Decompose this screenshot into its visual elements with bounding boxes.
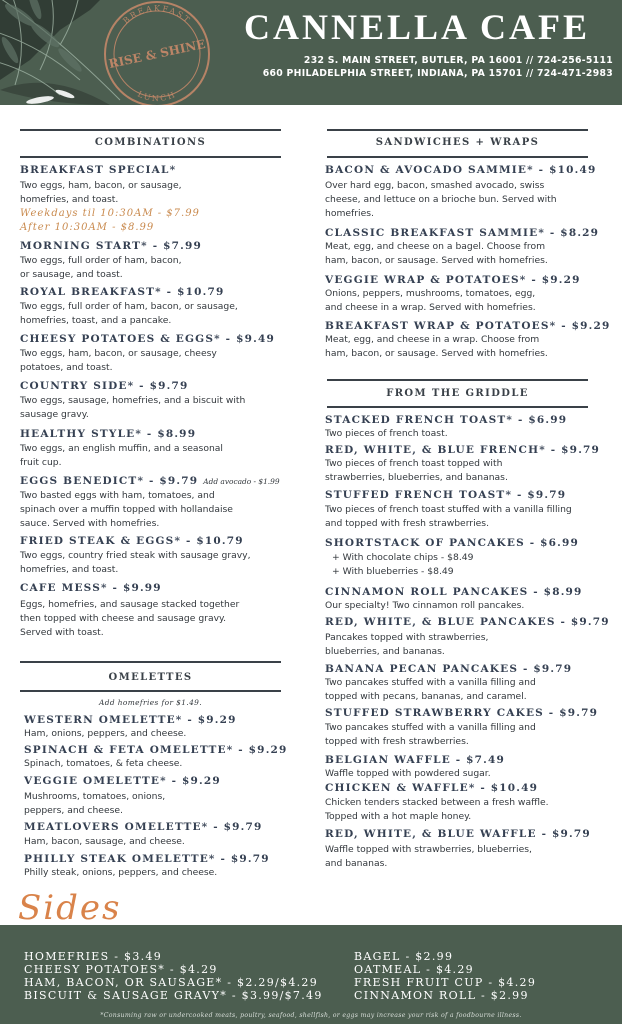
item-name: STUFFED STRAWBERRY CAKES - $9.79 bbox=[325, 707, 599, 719]
item-desc: Two eggs, sausage, homefries, and a biscuit with bbox=[20, 395, 246, 406]
item-name: ROYAL BREAKFAST* - $10.79 bbox=[20, 286, 225, 298]
item-desc: Two eggs, ham, bacon, or sausage, bbox=[20, 180, 182, 191]
item-option: + With blueberries - $8.49 bbox=[332, 566, 454, 577]
item-desc: Topped with a hot maple honey. bbox=[325, 811, 472, 822]
section-title-omelettes: OMELETTES bbox=[108, 672, 193, 683]
item-name: COUNTRY SIDE* - $9.79 bbox=[20, 380, 189, 392]
item-name: CLASSIC BREAKFAST SAMMIE* - $8.29 bbox=[325, 227, 600, 239]
stamp-ring-top: BREAKFAST bbox=[121, 3, 193, 26]
item-price-after: After 10:30AM - $8.99 bbox=[20, 222, 155, 233]
item-name: CHEESY POTATOES & EGGS* - $9.49 bbox=[20, 333, 275, 345]
item-name: CAFE MESS* - $9.99 bbox=[20, 582, 162, 594]
item-desc: Two eggs, full order of ham, bacon, bbox=[20, 255, 182, 266]
section-rule bbox=[20, 129, 281, 131]
item-name: RED, WHITE, & BLUE WAFFLE - $9.79 bbox=[325, 828, 591, 840]
item-desc: Two pieces of french toast stuffed with a vanilla filling bbox=[325, 504, 572, 515]
item-name: CHICKEN & WAFFLE* - $10.49 bbox=[325, 782, 539, 794]
section-rule bbox=[327, 129, 588, 131]
item-desc: topped with pecans, bananas, and caramel. bbox=[325, 691, 527, 702]
item-desc: Ham, bacon, sausage, and cheese. bbox=[24, 836, 185, 847]
item-desc: fruit cup. bbox=[20, 457, 62, 468]
item-desc: Spinach, tomatoes, & feta cheese. bbox=[24, 758, 183, 769]
item-desc: Over hard egg, bacon, smashed avocado, swiss bbox=[325, 180, 545, 191]
item-desc: peppers, and cheese. bbox=[24, 805, 123, 816]
item-desc: Pancakes topped with strawberries, bbox=[325, 632, 489, 643]
item-desc: blueberries, and bananas. bbox=[325, 646, 445, 657]
item-desc: cheese, and lettuce on a brioche bun. Served with bbox=[325, 194, 557, 205]
item-desc: ham, bacon, or sausage. Served with homefries. bbox=[325, 255, 548, 266]
item-desc: Onions, peppers, mushrooms, tomatoes, egg, bbox=[325, 288, 536, 299]
svg-text:LUNCH bbox=[136, 90, 178, 104]
item-desc: and cheese in a wrap. Served with homefries. bbox=[325, 302, 536, 313]
item-name: RED, WHITE, & BLUE PANCAKES - $9.79 bbox=[325, 616, 610, 628]
item-name: STUFFED FRENCH TOAST* - $9.79 bbox=[325, 489, 567, 501]
item-name: BANANA PECAN PANCAKES - $9.79 bbox=[325, 663, 573, 675]
food-safety-disclaimer: *Consuming raw or undercooked meats, poultry, seafood, shellfish, or eggs may increase your risk of a foodbourne illness. bbox=[100, 1012, 522, 1019]
section-rule bbox=[327, 379, 588, 381]
omelette-note: Add homefries for $1.49. bbox=[98, 698, 203, 707]
item-desc: sauce. Served with homefries. bbox=[20, 518, 160, 529]
side-item: OATMEAL - $4.29 bbox=[354, 963, 474, 976]
section-rule bbox=[327, 406, 588, 408]
item-name: BREAKFAST WRAP & POTATOES* - $9.29 bbox=[325, 320, 611, 332]
item-name: PHILLY STEAK OMELETTE* - $9.79 bbox=[24, 853, 270, 865]
item-desc: and bananas. bbox=[325, 858, 388, 869]
item-desc: Two eggs, full order of ham, bacon, or sausage, bbox=[20, 301, 238, 312]
item-price-weekday: Weekdays til 10:30AM - $7.99 bbox=[20, 208, 200, 219]
address-butler: 232 S. MAIN STREET, BUTLER, PA 16001 // 724-256-5111 bbox=[303, 55, 613, 66]
item-desc: Served with toast. bbox=[20, 627, 104, 638]
side-item: HAM, BACON, OR SAUSAGE* - $2.29/$4.29 bbox=[24, 976, 319, 989]
item-name: BACON & AVOCADO SAMMIE* - $10.49 bbox=[325, 164, 597, 176]
item-desc: Two eggs, ham, bacon, or sausage, cheesy bbox=[20, 348, 217, 359]
section-rule bbox=[20, 156, 281, 158]
item-desc: spinach over a muffin topped with hollandaise bbox=[20, 504, 233, 515]
item-desc: topped with fresh strawberries. bbox=[325, 736, 469, 747]
item-name: MORNING START* - $7.99 bbox=[20, 240, 202, 252]
side-item: HOMEFRIES - $3.49 bbox=[24, 950, 163, 963]
item-name: VEGGIE OMELETTE* - $9.29 bbox=[24, 775, 221, 787]
item-name: SPINACH & FETA OMELETTE* - $9.29 bbox=[24, 744, 288, 756]
section-title-combinations: COMBINATIONS bbox=[94, 137, 207, 148]
item-desc: Meat, egg, and cheese on a bagel. Choose from bbox=[325, 241, 546, 252]
item-name: FRIED STEAK & EGGS* - $10.79 bbox=[20, 535, 244, 547]
item-desc: homefries. bbox=[325, 208, 374, 219]
item-desc: ham, bacon, or sausage. Served with homefries. bbox=[325, 348, 548, 359]
section-rule bbox=[327, 156, 588, 158]
item-desc: Two pancakes stuffed with a vanilla filling and bbox=[325, 722, 536, 733]
item-desc: Two basted eggs with ham, tomatoes, and bbox=[20, 490, 215, 501]
item-name: STACKED FRENCH TOAST* - $6.99 bbox=[325, 414, 568, 426]
section-title-sandwiches: SANDWICHES + WRAPS bbox=[375, 137, 540, 148]
item-name-text: EGGS BENEDICT* - $9.79 bbox=[20, 475, 199, 487]
item-desc: Philly steak, onions, peppers, and cheese. bbox=[24, 867, 218, 878]
item-desc: and topped with fresh strawberries. bbox=[325, 518, 490, 529]
item-name: CINNAMON ROLL PANCAKES - $8.99 bbox=[325, 586, 583, 598]
svg-text:BREAKFAST bbox=[121, 4, 192, 26]
header-banner bbox=[0, 0, 622, 105]
section-rule bbox=[20, 690, 281, 692]
item-desc: Waffle topped with strawberries, blueberries, bbox=[325, 844, 532, 855]
item-name: BREAKFAST SPECIAL* bbox=[20, 164, 177, 176]
side-item: CHEESY POTATOES* - $4.29 bbox=[24, 963, 218, 976]
address-indiana: 660 PHILADELPHIA STREET, INDIANA, PA 15701 // 724-471-2983 bbox=[262, 68, 613, 79]
item-option: + With chocolate chips - $8.49 bbox=[332, 552, 474, 563]
section-rule bbox=[20, 661, 281, 663]
item-desc: Eggs, homefries, and sausage stacked together bbox=[20, 599, 240, 610]
side-item: BAGEL - $2.99 bbox=[354, 950, 454, 963]
item-desc: Two pancakes stuffed with a vanilla filling and bbox=[325, 677, 536, 688]
item-desc: Waffle topped with powdered sugar. bbox=[325, 768, 491, 779]
item-name bbox=[20, 475, 280, 487]
item-desc: Mushrooms, tomatoes, onions, bbox=[24, 791, 166, 802]
item-desc: strawberries, blueberries, and bananas. bbox=[325, 472, 508, 483]
side-item: BISCUIT & SAUSAGE GRAVY* - $3.99/$7.49 bbox=[24, 989, 323, 1002]
item-name: VEGGIE WRAP & POTATOES* - $9.29 bbox=[325, 274, 581, 286]
item-desc: homefries, and toast. bbox=[20, 194, 119, 205]
item-desc: Meat, egg, and cheese in a wrap. Choose from bbox=[325, 334, 540, 345]
item-name: MEATLOVERS OMELETTE* - $9.79 bbox=[24, 821, 263, 833]
stamp-text: RISE & SHINE bbox=[107, 36, 207, 72]
item-name: WESTERN OMELETTE* - $9.29 bbox=[24, 714, 237, 726]
item-desc: Ham, onions, peppers, and cheese. bbox=[24, 728, 187, 739]
side-item: FRESH FRUIT CUP - $4.29 bbox=[354, 976, 537, 989]
stamp-ring-bottom: LUNCH bbox=[136, 89, 178, 104]
item-desc: Two pieces of french toast topped with bbox=[325, 458, 503, 469]
item-desc: Two eggs, country fried steak with sausage gravy, bbox=[20, 550, 251, 561]
cafe-title: CANNELLA CAFE bbox=[244, 7, 591, 47]
item-desc: homefries, toast, and a pancake. bbox=[20, 315, 172, 326]
side-item: CINNAMON ROLL - $2.99 bbox=[354, 989, 529, 1002]
item-desc: Chicken tenders stacked between a fresh waffle. bbox=[325, 797, 549, 808]
item-addon: Add avocado - $1.99 bbox=[203, 477, 280, 486]
item-name: SHORTSTACK OF PANCAKES - $6.99 bbox=[325, 537, 580, 549]
item-desc: or sausage, and toast. bbox=[20, 269, 123, 280]
item-name: HEALTHY STYLE* - $8.99 bbox=[20, 428, 197, 440]
item-desc: Two eggs, an english muffin, and a seasonal bbox=[20, 443, 223, 454]
section-title-griddle: FROM THE GRIDDLE bbox=[386, 388, 529, 399]
item-name: RED, WHITE, & BLUE FRENCH* - $9.79 bbox=[325, 444, 601, 456]
item-desc: Our specialty! Two cinnamon roll pancakes. bbox=[325, 600, 525, 611]
item-name: BELGIAN WAFFLE - $7.49 bbox=[325, 754, 506, 766]
item-desc: homefries, and toast. bbox=[20, 564, 119, 575]
item-desc: then topped with cheese and sausage gravy. bbox=[20, 613, 227, 624]
item-desc: sausage gravy. bbox=[20, 409, 89, 420]
sides-title: Sides bbox=[18, 888, 122, 928]
item-desc: potatoes, and toast. bbox=[20, 362, 113, 373]
rise-and-shine-stamp bbox=[96, 0, 218, 105]
item-desc: Two pieces of french toast. bbox=[325, 428, 448, 439]
